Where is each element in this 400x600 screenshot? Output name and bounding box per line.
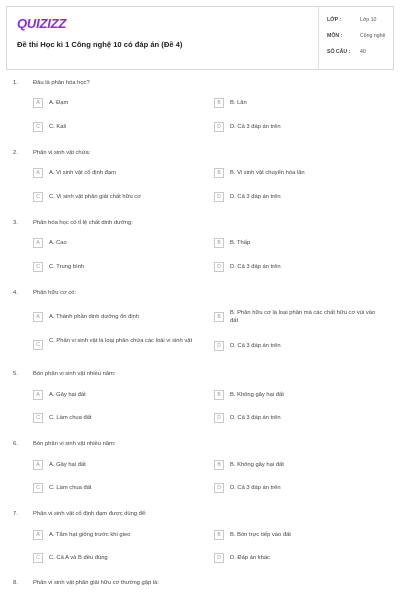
meta-key: MÔN :	[327, 33, 343, 39]
meta-value: 40	[360, 49, 366, 55]
option-text: C. Vi sinh vật phân giải chất hữu cơ	[49, 194, 142, 200]
option-text: C. Cả A và B đều đúng	[49, 555, 108, 561]
option-d[interactable]	[214, 262, 384, 272]
question-text: Phân hóa học có tỉ lệ chất dinh dưỡng:	[33, 220, 133, 226]
question-text: Bón phân vi sinh vật nhiều năm:	[33, 371, 116, 377]
option-text: A. Đạm	[49, 100, 69, 106]
option-text: B. Phân hữu cơ là loại phân mà các chất hữu cơ vùi vào đất	[230, 310, 376, 324]
page-title: Đề thi Học kì 1 Công nghệ 10 có đáp án (Đề 4)	[17, 40, 183, 49]
option-text: A. Cao	[49, 240, 67, 246]
option-a[interactable]	[33, 168, 203, 178]
option-a[interactable]	[33, 460, 203, 470]
meta-row-count	[320, 49, 390, 65]
question-number: 1.	[13, 80, 18, 86]
option-d[interactable]	[214, 553, 384, 563]
option-badge: C	[33, 483, 43, 493]
meta-key: LỚP :	[327, 17, 342, 23]
option-badge: A	[33, 530, 43, 540]
question-text: Phân vi sinh vật chứa:	[33, 150, 91, 156]
question-number: 8.	[13, 580, 18, 586]
option-badge: D	[214, 553, 224, 563]
option-badge: B	[214, 98, 224, 108]
option-text: B. Bón trực tiếp vào đất	[230, 532, 291, 538]
option-text: C. Phân vi sinh vật là loại phân chứa các loài vi sinh vật	[49, 338, 193, 344]
option-c[interactable]	[33, 553, 203, 563]
meta-value: Lớp 10	[360, 17, 377, 23]
meta-row-subject	[320, 33, 390, 49]
option-a[interactable]	[33, 390, 203, 400]
option-c[interactable]	[33, 262, 203, 272]
option-badge: D	[214, 122, 224, 132]
option-b[interactable]	[214, 390, 384, 400]
question-number: 2.	[13, 150, 18, 156]
option-d[interactable]	[214, 483, 384, 493]
option-b[interactable]	[214, 98, 384, 108]
option-text: B. Không gây hại đất	[230, 392, 284, 398]
option-text: A. Gây hại đất	[49, 462, 86, 468]
option-a[interactable]	[33, 530, 203, 540]
option-badge: B	[214, 530, 224, 540]
option-text: A. Gây hại đất	[49, 392, 86, 398]
question-text: Phân vi sinh vật phân giải hữu cơ thường gặp là:	[33, 580, 159, 586]
option-badge: B	[214, 460, 224, 470]
option-d[interactable]	[214, 413, 384, 423]
option-text: C. Làm chua đất	[49, 415, 92, 421]
option-badge: D	[214, 192, 224, 202]
question-number: 4.	[13, 290, 18, 296]
meta-value: Công nghệ	[360, 33, 386, 39]
option-badge: A	[33, 390, 43, 400]
question-number: 3.	[13, 220, 18, 226]
option-d[interactable]	[214, 122, 384, 132]
option-badge: A	[33, 312, 43, 322]
option-d[interactable]	[214, 341, 384, 351]
option-b[interactable]	[214, 238, 384, 248]
option-a[interactable]	[33, 238, 203, 248]
option-badge: C	[33, 262, 43, 272]
option-text: A. Tẩm hạt giống trước khi gieo	[49, 532, 131, 538]
option-text: B. Vi sinh vật chuyển hóa lân	[230, 170, 305, 176]
option-c[interactable]	[33, 336, 203, 350]
option-b[interactable]	[214, 168, 384, 178]
option-badge: A	[33, 98, 43, 108]
question-text: Đâu là phân hóa học?	[33, 80, 90, 86]
question-text: Phân vi sinh vật cố định đạm được dùng để:	[33, 511, 147, 517]
option-text: D. Cả 3 đáp án trên	[230, 194, 281, 200]
option-badge: C	[33, 192, 43, 202]
option-c[interactable]	[33, 413, 203, 423]
option-text: C. Làm chua đất	[49, 485, 92, 491]
quizizz-logo[interactable]: QUIZIZZ	[17, 16, 67, 31]
option-c[interactable]	[33, 483, 203, 493]
option-badge: C	[33, 122, 43, 132]
option-text: D. Cả 3 đáp án trên	[230, 485, 281, 491]
option-badge: B	[214, 390, 224, 400]
option-badge: B	[214, 168, 224, 178]
option-b[interactable]	[214, 460, 384, 470]
question-text: Bón phân vi sinh vật nhiều năm:	[33, 441, 116, 447]
option-badge: A	[33, 238, 43, 248]
option-badge: A	[33, 168, 43, 178]
option-text: B. Lân	[230, 100, 247, 106]
option-text: D. Đáp án khác	[230, 555, 270, 561]
option-text: D. Cả 3 đáp án trên	[230, 415, 281, 421]
question-number: 5.	[13, 371, 18, 377]
option-text: C. Trung bình	[49, 264, 85, 270]
option-text: D. Cả 3 đáp án trên	[230, 124, 281, 130]
worksheet-header	[6, 6, 394, 70]
option-badge: C	[33, 413, 43, 423]
header-divider	[318, 7, 319, 69]
option-d[interactable]	[214, 192, 384, 202]
option-text: B. Thấp	[230, 240, 251, 246]
worksheet-meta	[320, 17, 390, 65]
option-badge: D	[214, 413, 224, 423]
option-badge: B	[214, 238, 224, 248]
option-text: D. Cả 3 đáp án trên	[230, 264, 281, 270]
option-b[interactable]	[214, 530, 384, 540]
option-text: A. Thành phần dinh dưỡng ổn định	[49, 314, 140, 320]
option-text: A. Vi sinh vật cố định đạm	[49, 170, 116, 176]
option-badge: D	[214, 341, 224, 351]
question-text: Phân hữu cơ có:	[33, 290, 77, 296]
option-b[interactable]	[214, 308, 384, 325]
option-badge: D	[214, 483, 224, 493]
option-c[interactable]	[33, 122, 203, 132]
question-number: 6.	[13, 441, 18, 447]
option-text: C. Kali	[49, 124, 67, 130]
option-badge: C	[33, 553, 43, 563]
option-a[interactable]	[33, 98, 203, 108]
option-text: B. Không gây hại đất	[230, 462, 284, 468]
option-text: D. Cả 3 đáp án trên	[230, 343, 281, 349]
meta-row-class	[320, 17, 390, 33]
option-badge: D	[214, 262, 224, 272]
option-badge: B	[214, 312, 224, 322]
option-c[interactable]	[33, 192, 203, 202]
option-badge: C	[33, 340, 43, 350]
option-a[interactable]	[33, 312, 203, 322]
option-badge: A	[33, 460, 43, 470]
question-number: 7.	[13, 511, 18, 517]
meta-key: SỐ CÂU :	[327, 49, 351, 55]
